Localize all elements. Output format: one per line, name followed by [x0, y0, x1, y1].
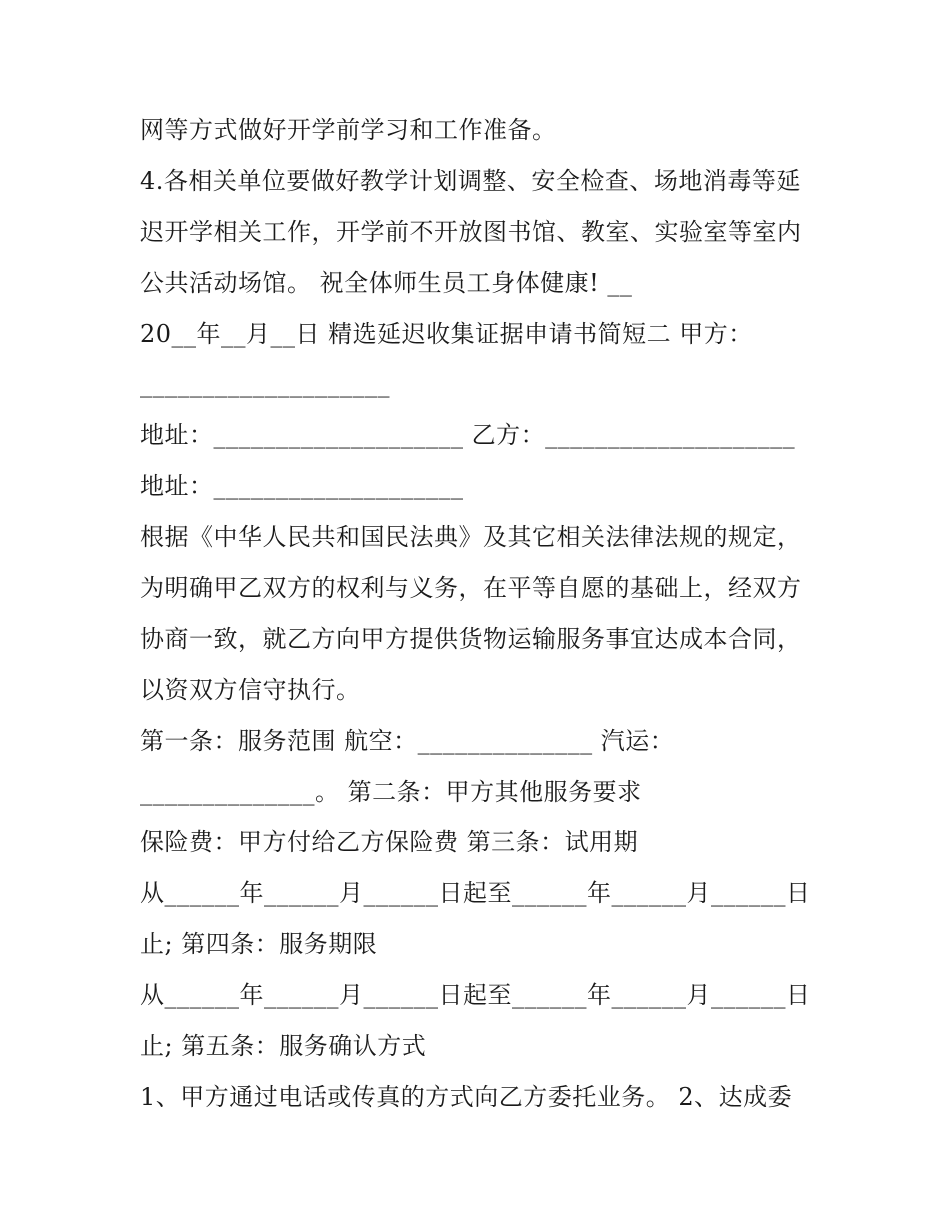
text-line: 协商一致，就乙方向甲方提供货物运输服务事宜达成本合同， [140, 624, 802, 653]
text-line: 地址：____________________ [140, 472, 464, 501]
text-line: 第一条：服务范围 航空：______________ 汽运： [140, 726, 675, 755]
document-body [140, 105, 830, 1123]
text-line: 网等方式做好开学前学习和工作准备。 [140, 116, 557, 144]
text-line: 以资双方信守执行。 [140, 675, 361, 704]
text-line: 保险费：甲方付给乙方保险费 第三条：试用期 [140, 828, 639, 857]
text-line: 地址：____________________ 乙方：____________________ [140, 421, 796, 450]
text-line: 为明确甲乙双方的权利与义务，在平等自愿的基础上，经双方 [140, 574, 802, 603]
text-line: 从______年______月______日起至______年______月______日 [140, 879, 811, 908]
text-line: 4.各相关单位要做好教学计划调整、安全检查、场地消毒等延 [140, 166, 801, 195]
text-line: 根据《中华人民共和国民法典》及其它相关法律法规的规定， [140, 523, 802, 552]
text-line: 从______年______月______日起至______年______月______日 [140, 981, 811, 1010]
text-line: ____________________ [140, 370, 390, 399]
text-line: 止; 第五条：服务确认方式 [140, 1032, 427, 1061]
text-line: 20__年__月__日 精选延迟收集证据申请书简短二 甲方： [140, 319, 753, 348]
text-line: 公共活动场馆。 祝全体师生员工身体健康! __ [140, 268, 633, 297]
text-line: 止; 第四条：服务期限 [140, 930, 378, 959]
text-line: 迟开学相关工作，开学前不开放图书馆、教室、实验室等室内 [140, 217, 802, 246]
text-line: 1、甲方通过电话或传真的方式向乙方委托业务。 2、达成委 [140, 1082, 793, 1111]
text-line: ______________。 第二条：甲方其他服务要求 [140, 777, 642, 806]
